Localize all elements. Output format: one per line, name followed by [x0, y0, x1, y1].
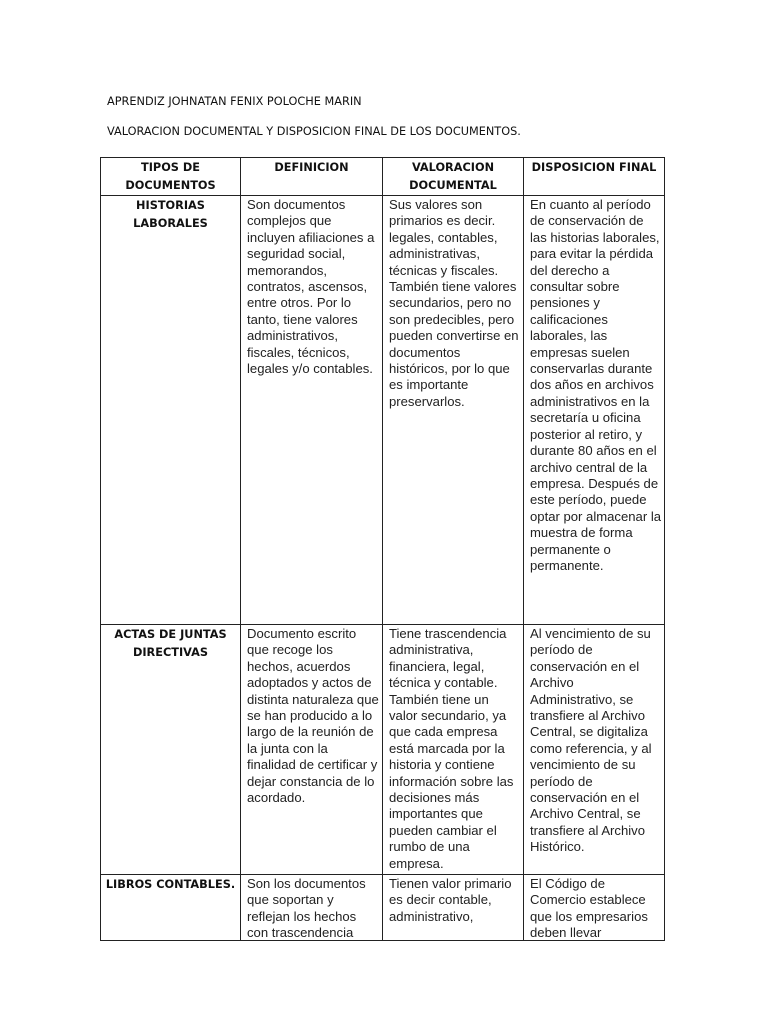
document-type-cell: HISTORIAS LABORALES: [101, 196, 241, 625]
valuation-table: [100, 157, 665, 941]
table-header-row: [101, 158, 665, 196]
definition-text: Son los documentos que soportan y reflejan los hechos con trascendencia: [247, 876, 366, 940]
valuation-cell: [383, 875, 524, 941]
table-row: [101, 196, 665, 625]
document-type-cell: ACTAS DE JUNTAS DIRECTIVAS: [101, 625, 241, 875]
valuation-cell: Tiene trascendencia administrativa, financiera, legal, técnica y contable. También tiene un valor secundario, ya que cada empresa está marcada por la historia y contiene información sobre las decisiones más importantes que pueden cambiar el rumbo de una empresa.: [383, 625, 524, 875]
valuation-cell: Sus valores son primarios es decir. legales, contables, administrativas, técnicas y fiscales. También tiene valores secundarios, pero no son predecibles, pero pueden convertirse en documentos históricos, por lo que es importante preservarlos.: [383, 196, 524, 625]
header-final-disposition: DISPOSICION FINAL: [524, 158, 665, 196]
document-type-cell: LIBROS CONTABLES.: [101, 875, 241, 941]
header-valuation: VALORACION DOCUMENTAL: [383, 158, 524, 196]
definition-cell: Son documentos complejos que incluyen afiliaciones a seguridad social, memorandos, contratos, ascensos, entre otros. Por lo tanto, tiene valores administrativos, fiscales, técnicos, legales y/o contables.: [241, 196, 383, 625]
definition-cell: [241, 875, 383, 941]
disposition-cell: Al vencimiento de su período de conservación en el Archivo Administrativo, se transfiere al Archivo Central, se digitaliza como referencia, y al vencimiento de su período de conservación en el Archivo Central, se transfiere al Archivo Histórico.: [524, 625, 665, 875]
header-definition: DEFINICION: [241, 158, 383, 196]
document-title: VALORACION DOCUMENTAL Y DISPOSICION FINAL DE LOS DOCUMENTOS.: [107, 125, 521, 138]
student-name-line: APRENDIZ JOHNATAN FENIX POLOCHE MARIN: [107, 95, 362, 108]
disposition-cell: En cuanto al período de conservación de las historias laborales, para evitar la pérdida del derecho a consultar sobre pensiones y calificaciones laborales, las empresas suelen conservarlas durante dos años en archivos administrativos en la secretaría u oficina posterior al retiro, y durante 80 años en el archivo central de la empresa. Después de este período, puede optar por almacenar la muestra de forma permanente o permanente.: [524, 196, 665, 625]
disposition-cell: [524, 875, 665, 941]
definition-cell: Documento escrito que recoge los hechos, acuerdos adoptados y actos de distinta naturaleza que se han producido a lo largo de la reunión de la junta con la finalidad de certificar y dejar constancia de lo acordado.: [241, 625, 383, 875]
table-row: [101, 875, 665, 941]
table-row: [101, 625, 665, 875]
disposition-text: El Código de Comercio establece que los empresarios deben llevar: [530, 876, 648, 940]
header-document-types: TIPOS DE DOCUMENTOS: [101, 158, 241, 196]
valuation-text: Tienen valor primario es decir contable, administrativo,: [389, 876, 512, 924]
